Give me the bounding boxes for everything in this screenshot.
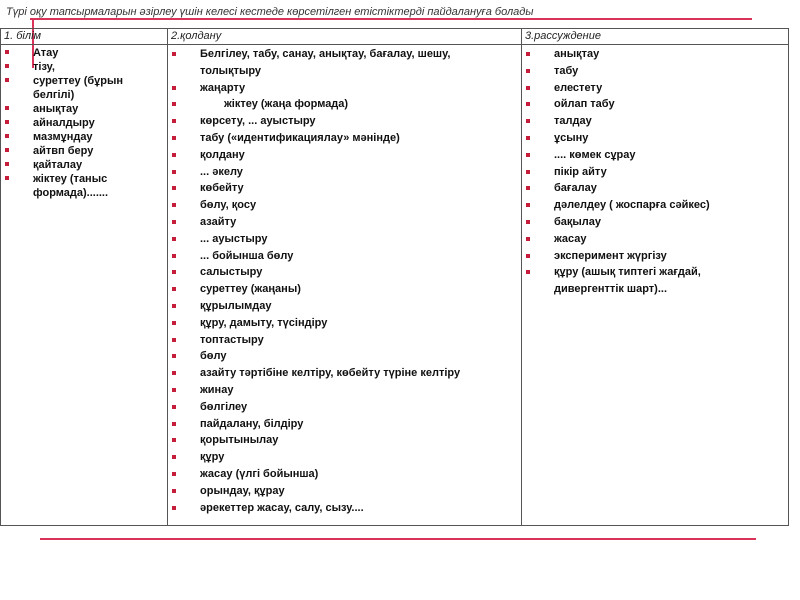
list-item <box>168 248 521 265</box>
list-item-text: жасау (үлгі бойынша) <box>200 467 319 480</box>
bullet-icon <box>172 136 176 140</box>
bullet-icon <box>526 119 530 123</box>
list-item <box>522 147 788 164</box>
list-item <box>522 63 788 80</box>
bullet-icon <box>5 64 9 68</box>
bullet-icon <box>526 102 530 106</box>
list-item-text: құру <box>200 451 225 464</box>
bullet-icon <box>526 153 530 157</box>
list-item-text: пікір айту <box>554 165 607 178</box>
bullet-icon <box>172 338 176 342</box>
list-item-text: әрекеттер жасау, салу, сызу.... <box>200 501 364 514</box>
list-item <box>522 248 788 265</box>
list-item-text: тізу, <box>33 61 55 73</box>
reasoning-list <box>522 45 788 298</box>
bullet-icon <box>526 186 530 190</box>
bullet-icon <box>5 134 9 138</box>
list-item <box>168 449 521 466</box>
list-item <box>1 144 167 158</box>
list-item-text: көрсету, ... ауыстыру <box>200 115 316 128</box>
bullet-icon <box>5 148 9 152</box>
list-item <box>168 80 521 97</box>
list-item-text: суреттеу (жаңаны) <box>200 283 301 296</box>
bullet-icon <box>172 119 176 123</box>
list-item-text: дәлелдеу ( жоспарға сәйкес) <box>554 199 710 212</box>
bullet-icon <box>172 371 176 375</box>
list-item-text: орындау, құрау <box>200 484 285 497</box>
list-item <box>168 348 521 365</box>
bullet-icon <box>172 422 176 426</box>
list-item-text: айтвп беру <box>33 145 94 157</box>
knowledge-cell <box>1 45 168 526</box>
list-item <box>168 432 521 449</box>
list-item <box>168 500 521 517</box>
list-item <box>168 332 521 349</box>
bullet-icon <box>172 304 176 308</box>
list-item <box>168 298 521 315</box>
list-item-text: мазмұндау <box>33 131 93 143</box>
bullet-icon <box>172 170 176 174</box>
list-item <box>522 130 788 147</box>
list-item-text: анықтау <box>33 103 79 115</box>
list-item-text: ... әкелу <box>200 165 243 178</box>
list-item-text: қайталау <box>33 159 83 171</box>
list-item <box>522 113 788 130</box>
list-item-text: жаңарту <box>200 81 246 94</box>
list-item <box>1 130 167 144</box>
list-item <box>1 158 167 172</box>
bullet-icon <box>172 237 176 241</box>
list-item-text: елестету <box>554 81 603 94</box>
list-item <box>1 60 167 74</box>
bullet-icon <box>172 186 176 190</box>
bullet-icon <box>172 86 176 90</box>
list-item <box>522 264 788 298</box>
bullet-icon <box>172 489 176 493</box>
list-item-text: құру (ашық типтегі жағдай, <box>554 266 701 279</box>
bullet-icon <box>5 50 9 54</box>
bullet-icon <box>172 472 176 476</box>
application-cell <box>168 45 522 526</box>
list-item-text: толықтыру <box>200 64 262 77</box>
list-item <box>168 214 521 231</box>
list-item-text: .... көмек сұрау <box>554 148 636 161</box>
header-reasoning: 3.рассуждение <box>522 29 789 45</box>
list-item-text: жасау <box>554 232 587 245</box>
list-item-text: бөлу, қосу <box>200 199 257 212</box>
bullet-icon <box>172 153 176 157</box>
list-item <box>1 46 167 60</box>
list-item-text: ... бойынша бөлу <box>200 249 294 262</box>
bullet-icon <box>172 203 176 207</box>
list-item <box>522 164 788 181</box>
application-list <box>168 45 521 516</box>
list-item <box>522 46 788 63</box>
list-item-text: бөлгілеу <box>200 400 248 413</box>
bullet-icon <box>526 69 530 73</box>
list-item-text: ... ауыстыру <box>200 232 268 245</box>
bullet-icon <box>172 405 176 409</box>
list-item <box>168 96 521 113</box>
verbs-table <box>0 28 789 526</box>
list-item <box>1 172 167 200</box>
bullet-icon <box>526 136 530 140</box>
bullet-icon <box>172 220 176 224</box>
list-item-text: Белгілеу, табу, санау, анықтау, бағалау, шешу, <box>200 48 451 60</box>
list-item-text: Атау <box>33 47 59 59</box>
list-item <box>522 96 788 113</box>
list-item-text: бөлу <box>200 350 227 363</box>
bullet-icon <box>5 78 9 82</box>
list-item-text: бақылау <box>554 215 602 228</box>
list-item <box>168 483 521 500</box>
list-item-text: айналдыру <box>33 117 95 129</box>
list-item-text: топтастыру <box>200 333 264 346</box>
bullet-icon <box>172 52 176 56</box>
table-row <box>1 45 789 526</box>
page-title: Түрі оқу тапсырмаларын әзірлеу үшін келесі кестеде көрсетілген етістіктерді пайдалануға болады <box>6 6 534 18</box>
list-item <box>522 214 788 231</box>
bullet-icon <box>526 220 530 224</box>
list-item <box>168 46 521 80</box>
list-item-text: азайту <box>200 215 237 228</box>
bullet-icon <box>172 354 176 358</box>
list-item-text: ұсыну <box>554 131 589 144</box>
bullet-icon <box>172 254 176 258</box>
list-item <box>522 80 788 97</box>
list-item <box>168 382 521 399</box>
bullet-icon <box>172 506 176 510</box>
list-item <box>168 231 521 248</box>
bullet-icon <box>172 270 176 274</box>
list-item <box>168 264 521 281</box>
bottom-accent-line <box>40 538 756 540</box>
list-item <box>522 197 788 214</box>
list-item-text: құру, дамыту, түсіндіру <box>200 316 328 329</box>
knowledge-list <box>1 45 167 200</box>
bullet-icon <box>5 106 9 110</box>
list-item <box>168 113 521 130</box>
bullet-icon <box>172 321 176 325</box>
list-item-text: пайдалану, білдіру <box>200 417 304 430</box>
list-item-text: құрылымдау <box>200 299 272 312</box>
list-item <box>168 466 521 483</box>
list-item-text: табу <box>554 64 579 77</box>
bullet-icon <box>5 162 9 166</box>
list-item-text: бағалау <box>554 182 597 195</box>
table-header-row <box>1 29 789 45</box>
list-item <box>168 365 521 382</box>
list-item <box>522 180 788 197</box>
list-item-text: эксперимент жүргізу <box>554 249 667 262</box>
list-item-text: жинау <box>200 383 234 396</box>
header-knowledge: 1. білім <box>1 29 168 45</box>
list-item-text: жіктеу (жаңа формада) <box>224 98 349 111</box>
top-accent-line <box>30 18 752 20</box>
list-item <box>168 147 521 164</box>
list-item <box>168 416 521 433</box>
list-item-text: белгілі) <box>33 89 75 101</box>
list-item <box>168 180 521 197</box>
list-item-text: көбейту <box>200 182 244 195</box>
bullet-icon <box>526 86 530 90</box>
bullet-icon <box>526 254 530 258</box>
bullet-icon <box>526 270 530 274</box>
list-item-text: жіктеу (таныс <box>33 173 108 185</box>
bullet-icon <box>526 203 530 207</box>
bullet-icon <box>5 176 9 180</box>
bullet-icon <box>172 102 176 106</box>
bullet-icon <box>172 438 176 442</box>
header-application: 2.қолдану <box>168 29 522 45</box>
list-item <box>1 74 167 102</box>
list-item <box>168 130 521 147</box>
list-item-text: суреттеу (бұрын <box>33 75 124 87</box>
list-item <box>168 315 521 332</box>
reasoning-cell <box>522 45 789 526</box>
bullet-icon <box>172 455 176 459</box>
list-item-text: қорытынылау <box>200 434 279 447</box>
list-item-text: ойлап табу <box>554 98 615 111</box>
list-item-text: табу («идентификациялау» мәнінде) <box>200 131 400 144</box>
bullet-icon <box>172 287 176 291</box>
bullet-icon <box>526 237 530 241</box>
list-item-text: қолдану <box>200 148 245 161</box>
list-item <box>1 102 167 116</box>
list-item <box>522 231 788 248</box>
list-item-text: формада)....... <box>33 187 109 199</box>
list-item <box>168 164 521 181</box>
list-item <box>1 116 167 130</box>
bullet-icon <box>172 388 176 392</box>
list-item <box>168 281 521 298</box>
list-item <box>168 197 521 214</box>
list-item-text: салыстыру <box>200 266 263 279</box>
list-item <box>168 399 521 416</box>
bullet-icon <box>5 120 9 124</box>
list-item-text: азайту тәртібіне келтіру, көбейту түріне келтіру <box>200 367 461 380</box>
list-item-text: дивергенттік шарт)... <box>554 283 668 296</box>
bullet-icon <box>526 52 530 56</box>
list-item-text: анықтау <box>554 48 600 60</box>
list-item-text: талдау <box>554 115 592 128</box>
bullet-icon <box>526 170 530 174</box>
